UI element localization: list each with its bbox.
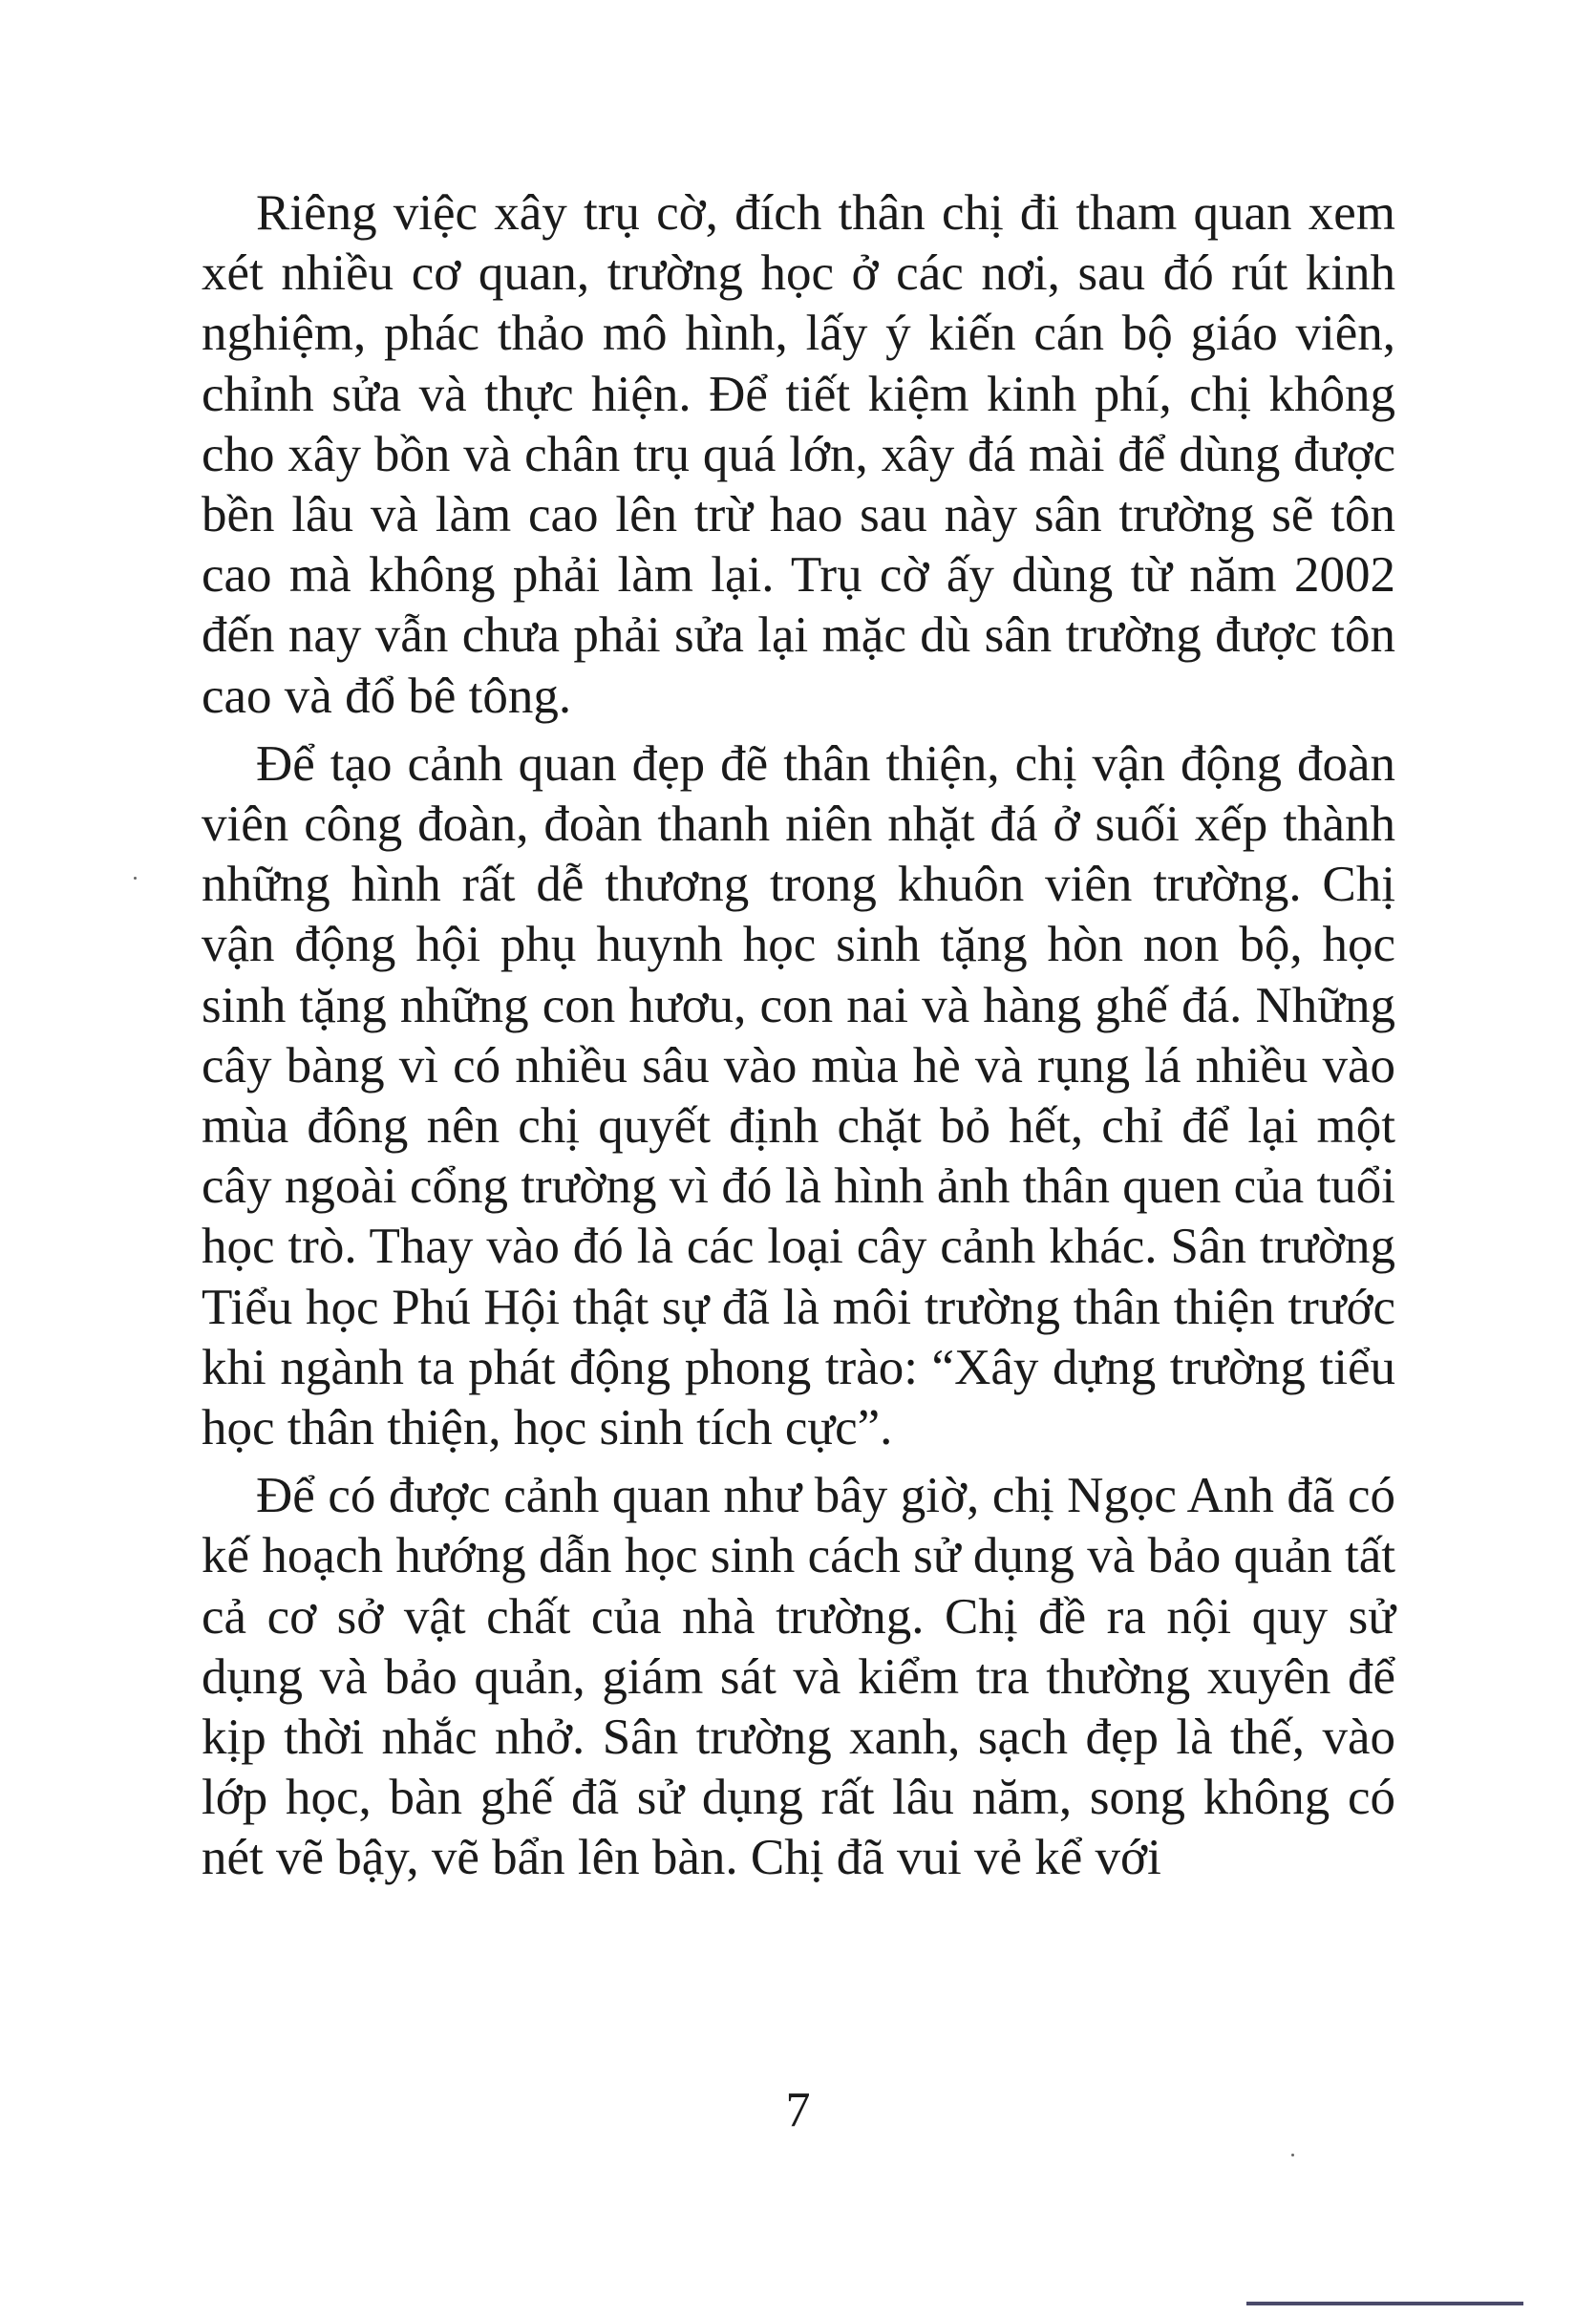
body-text bbox=[202, 183, 1395, 1897]
paragraph-landscape: Để tạo cảnh quan đẹp đẽ thân thiện, chị vận động đoàn viên công đoàn, đoàn thanh niên nhặt đá ở suối xếp thành những hình rất dễ thương trong khuôn viên trường. Chị vận động hội phụ huynh học sinh tặng hòn non bộ, học sinh tặng những con hươu, con nai và hàng ghế đá. Những cây bàng vì có nhiều sâu vào mùa hè và rụng lá nhiều vào mùa đông nên chị quyết định chặt bỏ hết, chỉ để lại một cây ngoài cổng trường vì đó là hình ảnh thân quen của tuổi học trò. Thay vào đó là các loại cây cảnh khác. Sân trường Tiểu học Phú Hội thật sự đã là môi trường thân thiện trước khi ngành ta phát động phong trào: “Xây dựng trường tiểu học thân thiện, học sinh tích cực”. bbox=[202, 735, 1395, 1456]
page-number: 7 bbox=[785, 2083, 811, 2137]
scan-edge-line bbox=[1246, 2302, 1523, 2305]
paragraph-preservation: Để có được cảnh quan như bây giờ, chị Ngọc Anh đã có kế hoạch hướng dẫn học sinh cách sử dụng và bảo quản tất cả cơ sở vật chất của nhà trường. Chị đề ra nội quy sử dụng và bảo quản, giám sát và kiểm tra thường xuyên để kịp thời nhắc nhở. Sân trường xanh, sạch đẹp là thế, vào lớp học, bàn ghế đã sử dụng rất lâu năm, song không có nét vẽ bậy, vẽ bẩn lên bàn. Chị đã vui vẻ kể với bbox=[202, 1468, 1395, 1886]
paragraph-flagpole: Riêng việc xây trụ cờ, đích thân chị đi tham quan xem xét nhiều cơ quan, trường học ở các nơi, sau đó rút kinh nghiệm, phác thảo mô hình, lấy ý kiến cán bộ giáo viên, chỉnh sửa và thực hiện. Để tiết kiệm kinh phí, chị không cho xây bồn và chân trụ quá lớn, xây đá mài để dùng được bền lâu và làm cao lên trừ hao sau này sân trường sẽ tôn cao mà không phải làm lại. Trụ cờ ấy dùng từ năm 2002 đến nay vẫn chưa phải sửa lại mặc dù sân trường được tôn cao và đổ bê tông. bbox=[202, 185, 1395, 724]
scan-speck bbox=[1291, 2154, 1294, 2156]
scan-speck bbox=[134, 877, 137, 880]
